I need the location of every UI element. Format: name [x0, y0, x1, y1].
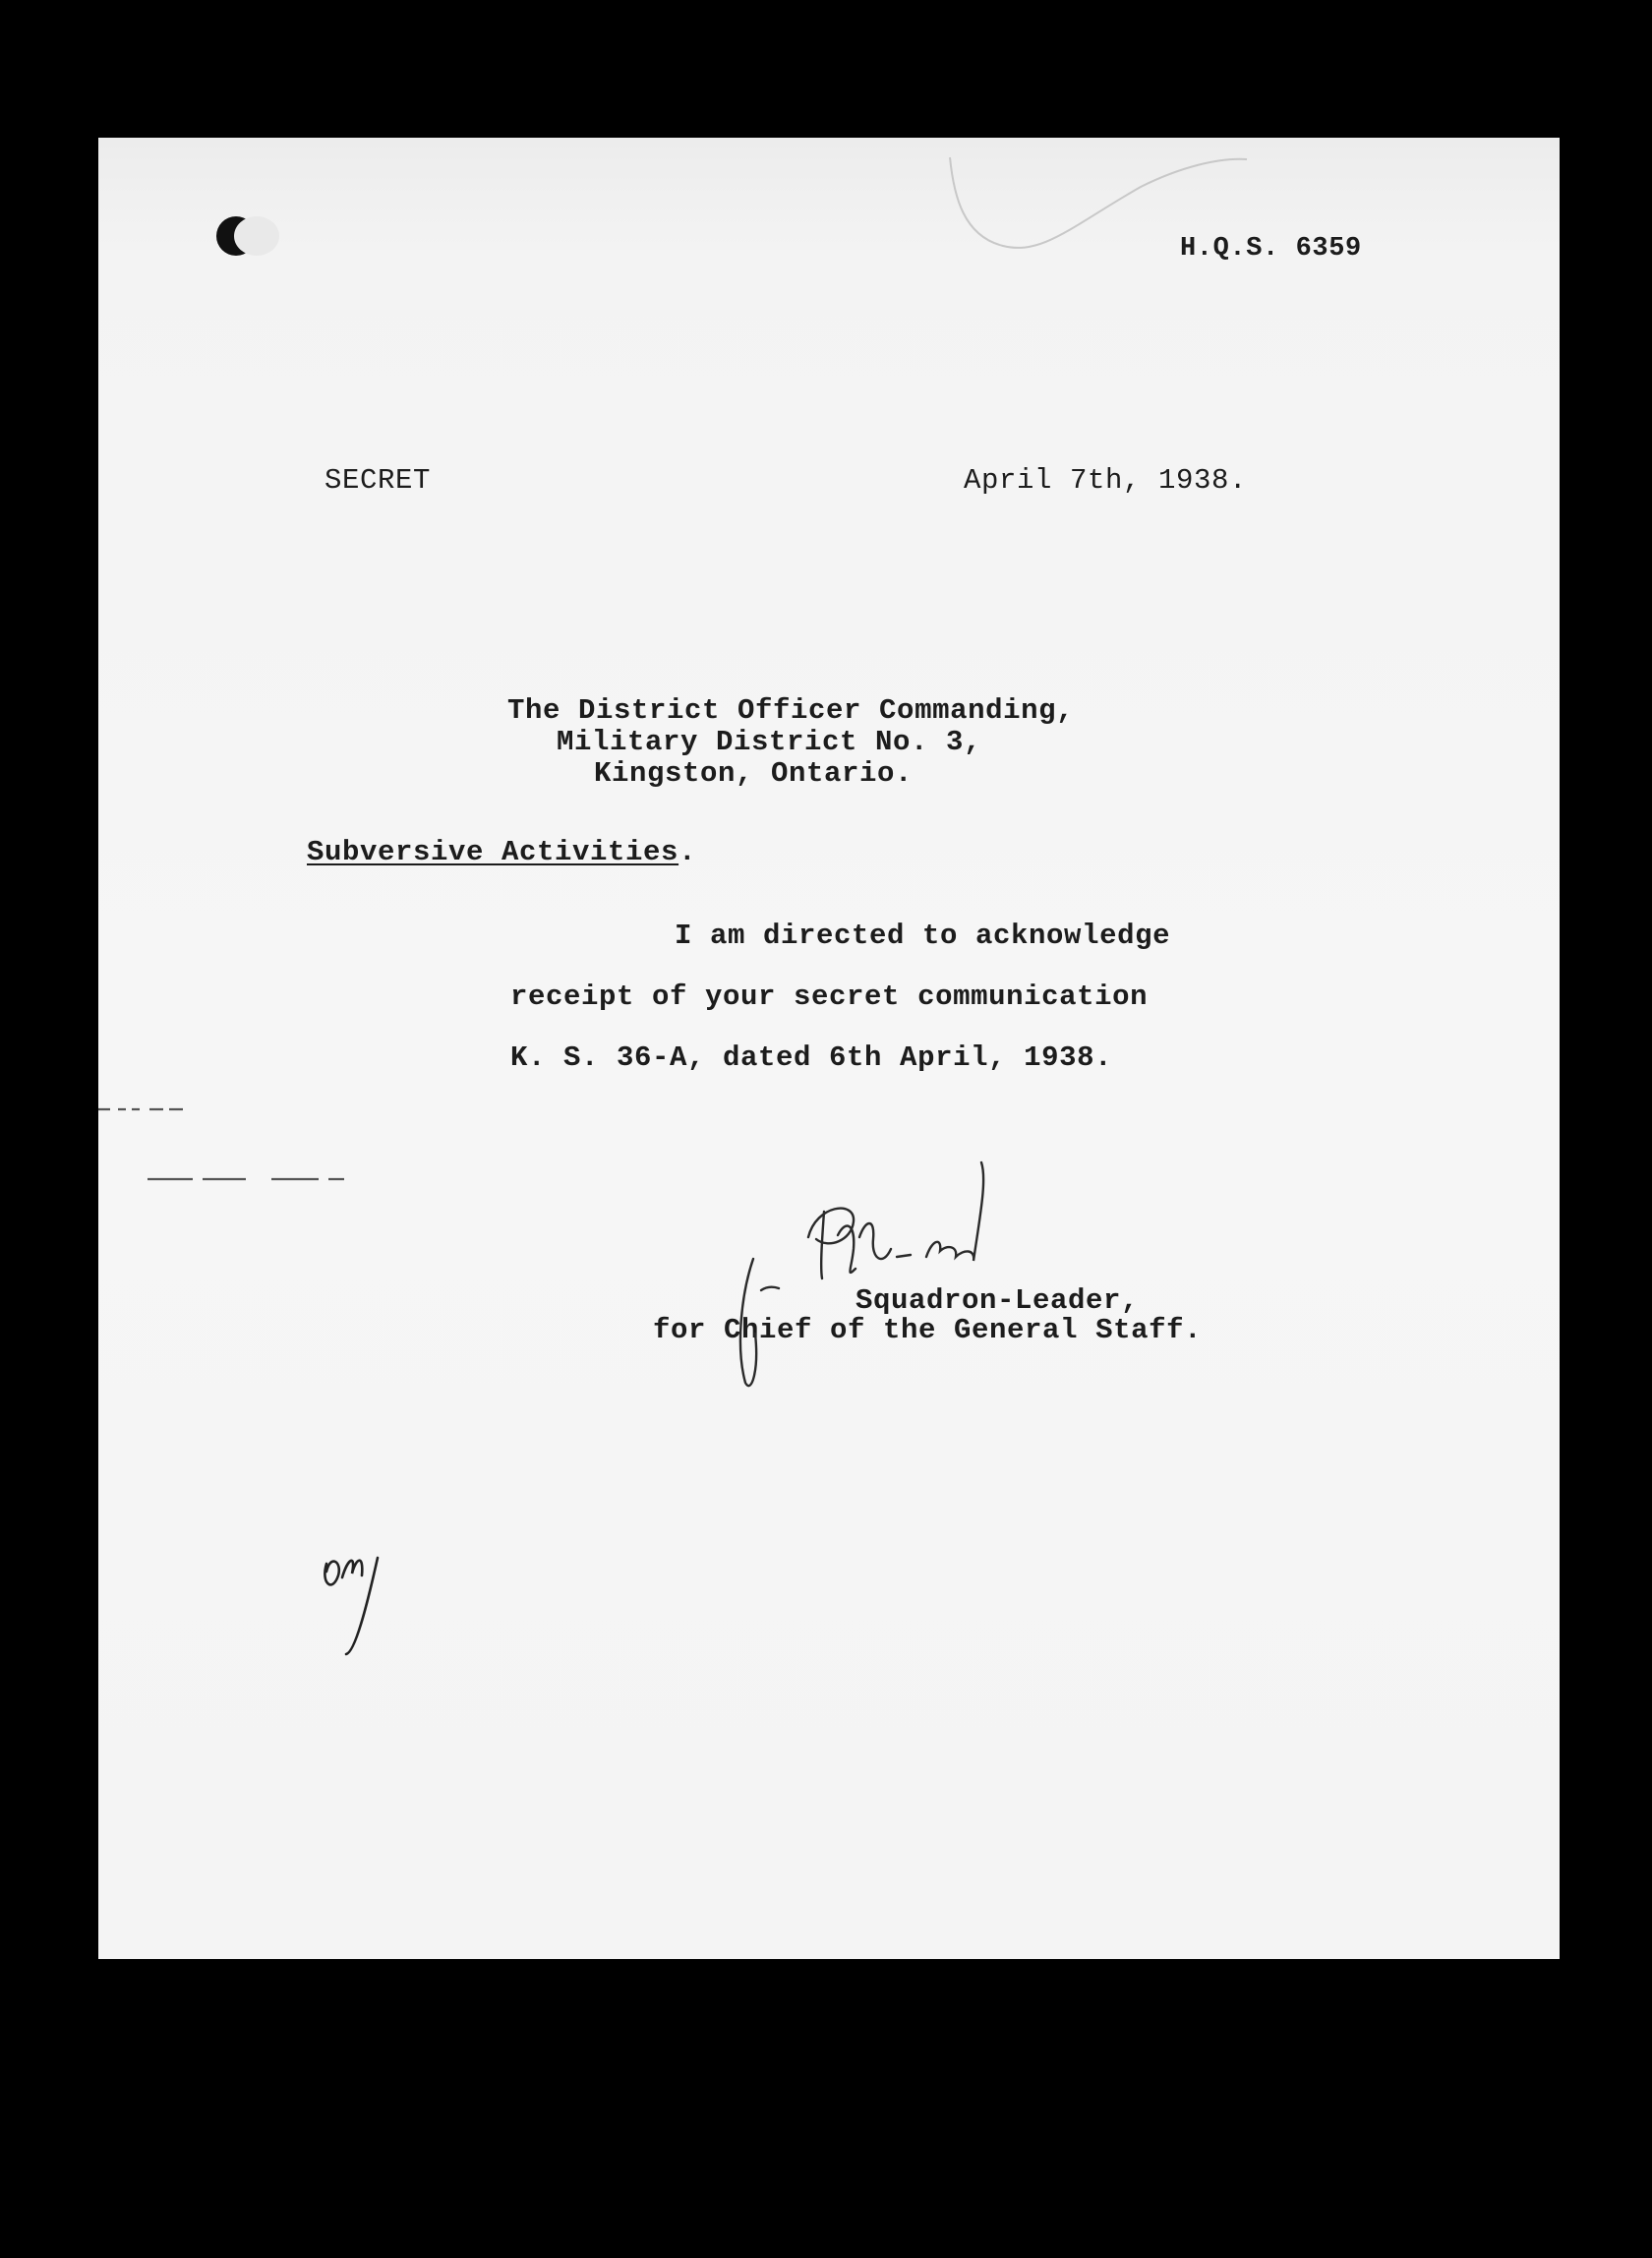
subject-text: Subversive Activities: [307, 836, 679, 868]
handwritten-marks: [98, 138, 1560, 1959]
handwritten-signature: [740, 1162, 983, 1386]
document-page: [98, 138, 1560, 1959]
signatory-rank: Squadron-Leader,: [856, 1284, 1140, 1317]
addressee-line-3: Kingston, Ontario.: [594, 757, 914, 790]
body-line-3: K. S. 36-A, dated 6th April, 1938.: [510, 1041, 1113, 1074]
subject-period: .: [678, 836, 697, 868]
margin-dashes: [98, 1109, 344, 1179]
addressee-line-2: Military District No. 3,: [557, 726, 982, 758]
handwritten-initials: [324, 1558, 378, 1654]
classification-label: SECRET: [324, 464, 432, 497]
addressee-line-1: The District Officer Commanding,: [507, 694, 1075, 727]
top-pen-stroke: [950, 157, 1247, 248]
letter-date: April 7th, 1938.: [964, 464, 1248, 497]
body-line-1: I am directed to acknowledge: [675, 920, 1171, 952]
file-reference: H.Q.S. 6359: [1180, 234, 1362, 264]
signatory-office: for Chief of the General Staff.: [653, 1314, 1203, 1346]
body-line-2: receipt of your secret communication: [510, 980, 1149, 1013]
